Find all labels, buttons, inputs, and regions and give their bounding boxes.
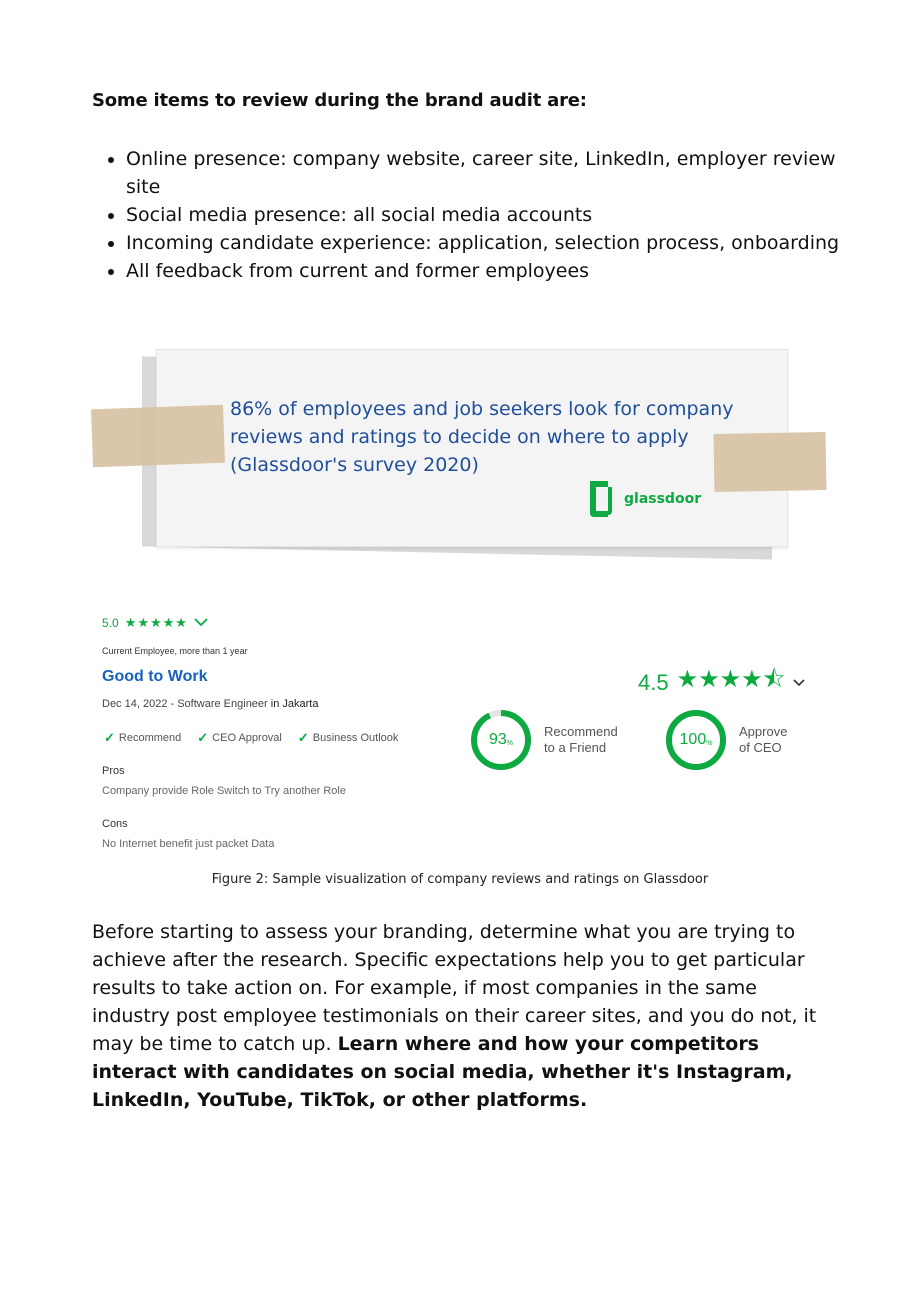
recommend-percent [470,709,532,771]
recommend-gauge [470,709,630,771]
glassdoor-icon [588,481,614,517]
check-label: CEO Approval [212,732,282,744]
list-item: • Online presence: company website, career site, LinkedIn, employer review site [126,145,846,201]
cons-label: Cons [102,818,128,830]
check-label: Business Outlook [312,732,399,744]
review-title[interactable]: Good to Work [102,668,208,685]
review-rating-value: 5.0 [102,616,119,630]
checkmark-icon: ✓ [104,730,115,745]
list-item: • Incoming candidate experience: application, selection process, onboarding [126,229,846,257]
ceo-percent [665,709,727,771]
glassdoor-wordmark: glassdoor [624,491,702,507]
recommend-label-line1: Recommend [544,724,618,739]
tape-left [91,405,225,468]
chevron-down-icon[interactable] [793,676,805,690]
paragraph-text: Before starting to assess your branding, determine what you are trying to achieve after the research. Specific expectations help you to get particular results to take action on. For example, if most companies in the same industry post employee testimonials on their career sites, and you do not, it may be time to catch up. [92,921,817,1055]
checkmark-icon: ✓ [197,730,209,745]
check-label: Recommend [118,732,182,744]
recommend-label-line2: to a Friend [544,740,607,755]
list-item: • All feedback from current and former employees [126,257,846,285]
overall-rating [638,662,805,703]
percent-symbol: % [706,739,713,747]
star-rating-icon: ★★★★★ [124,615,188,630]
ceo-gauge [665,709,825,771]
ceo-percent-value: 100 [679,731,707,748]
check-ceo-approval [197,730,282,746]
ceo-label [739,724,825,756]
review-date-text: Dec 14, 2022 - Software Engineer [102,698,268,710]
cons-text: No Internet benefit just packet Data [102,838,275,850]
recommend-label [544,724,630,756]
chevron-down-icon[interactable] [194,616,208,630]
percent-symbol: % [506,739,514,747]
checkmark-icon: ✓ [297,730,309,745]
review-rating [102,615,208,631]
figure-caption: Figure 2: Sample visualization of company reviews and ratings on Glassdoor [211,872,709,887]
overall-rating-value: 4.5 [638,669,669,695]
review-location: Jakarta [282,698,319,710]
pros-text: Company provide Role Switch to Try another Role [102,785,346,797]
recommend-percent-value: 93 [488,731,507,748]
glassdoor-review-figure [92,605,832,860]
ceo-label-line2: of CEO [739,740,782,755]
body-paragraph [92,918,832,1114]
check-business-outlook [298,730,399,746]
quote-note-card [90,345,830,565]
survey-quote: 86% of employees and job seekers look for company reviews and ratings to decide on where to apply (Glassdoor's survey 2020) [230,398,734,476]
pros-label: Pros [102,765,125,777]
paragraph-bold-text: Learn where and how your competitors interact with candidates on social media, whether it's Instagram, LinkedIn, YouTube, TikTok, or other platforms. [92,1033,793,1111]
ceo-ring [665,709,727,771]
ceo-label-line1: Approve [739,724,788,739]
glassdoor-logo [588,481,701,517]
list-item: • Social media presence: all social media accounts [126,201,846,229]
star-rating-icon: ★★★★⯪ [676,666,786,693]
recommend-ring [470,709,532,771]
review-checks [104,730,398,746]
review-location-prefix: in [270,698,280,710]
employee-status: Current Employee, more than 1 year [102,646,248,656]
review-date-role [102,698,318,710]
section-heading: Some items to review during the brand audit are: [92,90,587,111]
audit-items-list [92,145,846,285]
check-recommend [104,730,181,746]
